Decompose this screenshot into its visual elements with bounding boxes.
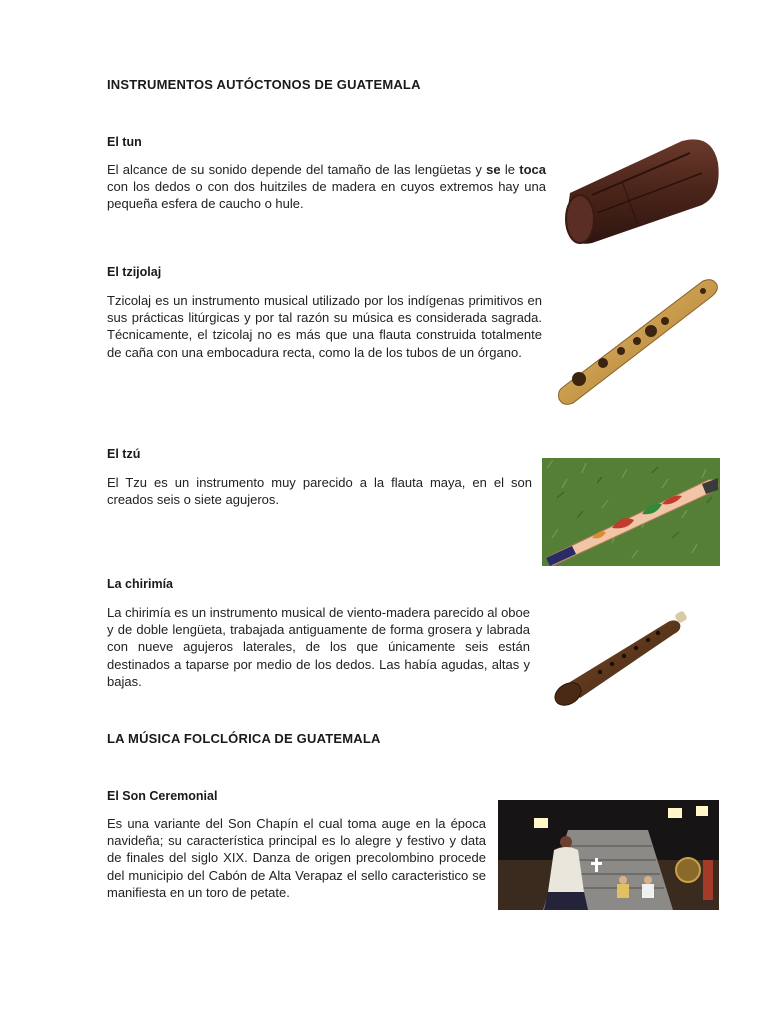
section-heading-tzijolaj: El tzijolaj xyxy=(107,265,162,279)
section-text-son-ceremonial: Es una variante del Son Chapín el cual toma auge en la época navideña; su característica principal es lo alegre y festivo y data de finales del siglo XIX. Danza de origen precolombino procede del municipio del Cabón de Alta Verapaz el sello caracteristico se manifiesta en un toro de petate. xyxy=(107,816,486,900)
son-ceremonial-photo xyxy=(498,800,719,910)
section-heading-chirimia: La chirimía xyxy=(107,577,173,591)
section-heading-son-ceremonial: El Son Ceremonial xyxy=(107,789,218,803)
section-heading-tzu: El tzú xyxy=(107,447,141,461)
section-text-tun: El alcance de su sonido depende del tamaño de las lengüetas y se le toca con los dedos o con dos huitziles de madera en cuyos extremos hay una pequeña esfera de caucho o hule. xyxy=(107,162,546,212)
tzu-flute-image xyxy=(542,458,720,566)
tzijolaj-flute-image xyxy=(553,275,721,407)
section-heading-tun: El tun xyxy=(107,135,142,149)
chirimia-image xyxy=(550,608,690,710)
section-text-tzu: El Tzu es un instrumento muy parecido a la flauta maya, en el son creados seis o siete agujeros. xyxy=(107,475,532,508)
page-title: INSTRUMENTOS AUTÓCTONOS DE GUATEMALA xyxy=(107,77,421,92)
tun-drum-image xyxy=(562,133,720,248)
folk-music-title: LA MÚSICA FOLCLÓRICA DE GUATEMALA xyxy=(107,731,381,746)
section-text-tzijolaj: Tzicolaj es un instrumento musical utilizado por los indígenas primitivos en sus prácticas litúrgicas y por tal razón su música es considerada sagrada. Técnicamente, el tzicolaj no es más que una flauta construida totalmente de caña con una embocadura recta, como la de los tubos de un órgano. xyxy=(107,293,542,360)
section-text-chirimia: La chirimía es un instrumento musical de viento-madera parecido al oboe y de doble lengüeta, trabajada antiguamente de forma grosera y labrada con nueve agujeros laterales, de los que únicamente seis están destinados a taparse por medio de los dedos. Las había agudas, altas y bajas. xyxy=(107,605,530,689)
